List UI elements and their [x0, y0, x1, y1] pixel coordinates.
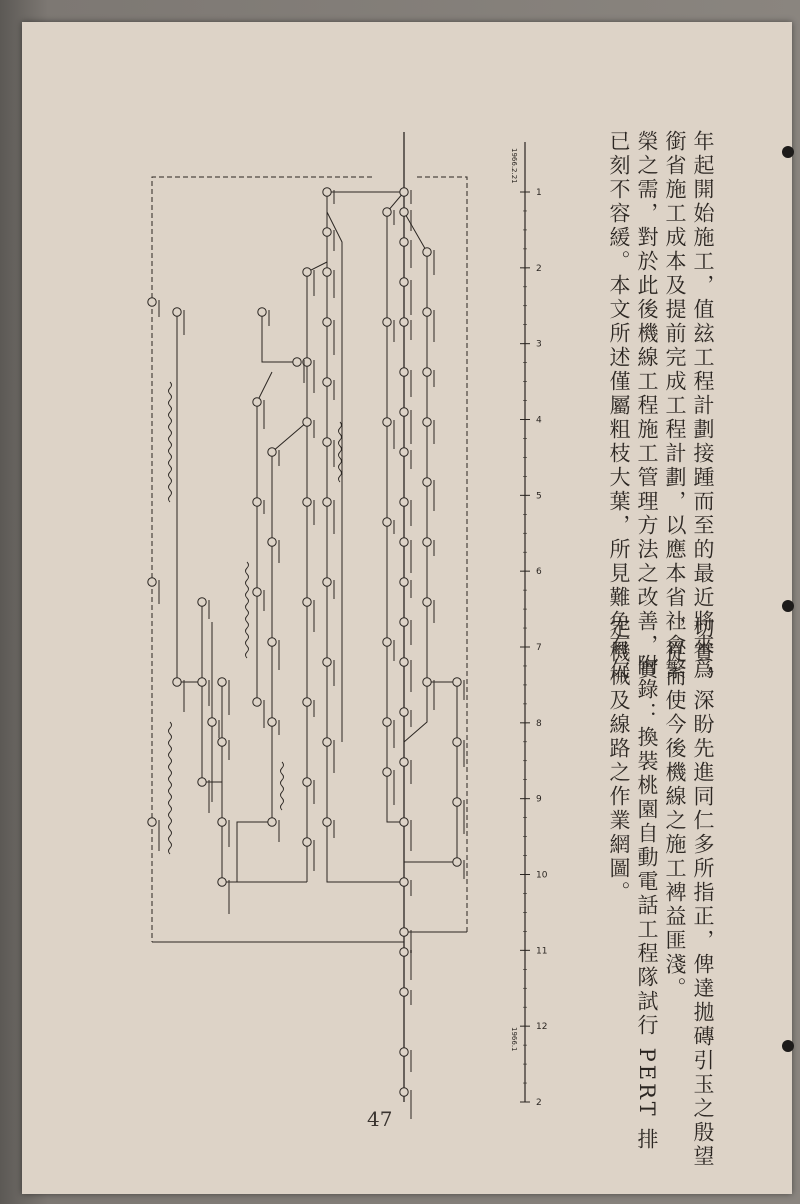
activity-annotation: [183, 310, 185, 335]
scale-tick-label: 12: [536, 1022, 548, 1033]
network-event-node: [400, 538, 408, 546]
network-event-node: [383, 318, 391, 326]
activity-annotation: [333, 500, 335, 534]
text-column-4: 已刻不容緩。本文所述僅屬粗枝大葉，所見難免有欠: [607, 130, 631, 682]
activity-annotation: [313, 780, 315, 804]
network-event-node: [323, 438, 331, 446]
network-event-node: [400, 948, 408, 956]
activity-annotation: [313, 600, 315, 632]
text-column-2: 銜省施工成本及提前完成工程計劃，以應本省社會繁: [663, 130, 687, 682]
network-event-node: [453, 738, 461, 746]
activity-annotation: [393, 210, 395, 225]
activity-annotation: [410, 950, 412, 980]
text-column-7: 附錄：換裝桃園自動電話工程隊試行 PERT 排: [635, 654, 659, 1153]
activity-annotation: [433, 680, 435, 710]
activity-annotation: [410, 620, 412, 645]
activity-annotation: [410, 370, 412, 397]
activity-annotation: [208, 600, 210, 619]
network-event-node: [453, 858, 461, 866]
activity-annotation: [393, 320, 395, 342]
network-event-node: [268, 448, 276, 456]
activity-annotation: [183, 680, 185, 712]
activity-annotation: [313, 420, 315, 438]
network-event-node: [303, 418, 311, 426]
activity-annotation: [208, 780, 210, 813]
scale-tick-label: 8: [536, 718, 542, 729]
network-event-node: [383, 638, 391, 646]
network-event-node: [423, 678, 431, 686]
network-event-node: [400, 818, 408, 826]
activity-annotation: [410, 240, 412, 268]
text-column-8: 定機械及線路之作業網圖。: [607, 617, 631, 905]
activity-annotation: [278, 450, 280, 466]
activity-annotation: [158, 820, 160, 851]
network-event-node: [323, 188, 331, 196]
activity-annotation: [268, 310, 270, 326]
network-event-node: [323, 268, 331, 276]
network-event-node: [303, 598, 311, 606]
network-event-node: [218, 878, 226, 886]
network-event-node: [253, 398, 261, 406]
scale-tick-label: 7: [536, 643, 542, 653]
network-event-node: [400, 1088, 408, 1096]
network-event-node: [253, 698, 261, 706]
network-event-node: [323, 818, 331, 826]
network-event-node: [268, 718, 276, 726]
activity-annotation: [313, 840, 315, 871]
activity-annotation: [433, 370, 435, 387]
activity-annotation: [333, 440, 335, 467]
activity-annotation: [228, 680, 230, 715]
network-event-node: [268, 638, 276, 646]
activity-annotation: [410, 410, 412, 444]
activity-annotation: [333, 820, 335, 838]
network-event-node: [453, 798, 461, 806]
network-event-node: [383, 418, 391, 426]
scale-tick-label: 5: [536, 491, 542, 502]
activity-annotation: [158, 580, 160, 604]
activity-annotation: [433, 420, 435, 444]
binder-hole-top: [782, 146, 794, 158]
network-event-node: [423, 538, 431, 546]
activity-annotation: [278, 540, 280, 563]
activity-annotation: [313, 700, 315, 717]
binder-hole-bottom: [782, 1040, 794, 1052]
activity-annotation: [313, 270, 315, 296]
date-start-label: 1966.2.21: [510, 148, 518, 184]
network-event-node: [400, 408, 408, 416]
activity-annotation: [410, 580, 412, 598]
network-event-node: [400, 238, 408, 246]
activity-annotation: [463, 800, 465, 834]
activity-annotation: [393, 770, 395, 805]
activity-annotation: [463, 680, 465, 700]
activity-annotation: [410, 280, 412, 315]
activity-annotation: [410, 320, 412, 340]
activity-annotation: [333, 320, 335, 355]
network-event-node: [293, 358, 301, 366]
activity-annotation: [393, 640, 395, 661]
activity-annotation: [313, 360, 315, 393]
network-event-node: [198, 598, 206, 606]
network-event-node: [400, 878, 408, 886]
activity-annotation: [218, 720, 220, 738]
activity-annotation: [333, 660, 335, 686]
network-event-node: [258, 308, 266, 316]
activity-annotation: [393, 520, 395, 534]
activity-annotation: [433, 480, 435, 511]
scale-tick-label: 10: [536, 870, 548, 881]
activity-annotation: [263, 500, 265, 514]
network-event-node: [323, 738, 331, 746]
network-event-node: [400, 988, 408, 996]
activity-annotation: [158, 300, 160, 317]
scale-tick-label: 9: [536, 794, 542, 805]
network-event-node: [303, 778, 311, 786]
network-event-node: [253, 498, 261, 506]
network-event-node: [268, 818, 276, 826]
network-event-node: [423, 598, 431, 606]
network-event-node: [400, 1048, 408, 1056]
activity-annotation: [208, 680, 210, 706]
pert-network-diagram: [122, 122, 548, 1108]
activity-annotation: [333, 270, 335, 298]
network-event-node: [400, 498, 408, 506]
activity-annotation: [313, 500, 315, 525]
activity-annotation: [410, 210, 412, 231]
activity-annotation: [333, 190, 335, 204]
network-event-node: [400, 618, 408, 626]
network-event-node: [400, 278, 408, 286]
network-event-node: [198, 678, 206, 686]
network-event-node: [303, 268, 311, 276]
network-event-node: [423, 248, 431, 256]
activity-annotation: [433, 250, 435, 275]
network-event-node: [400, 928, 408, 936]
network-event-node: [148, 298, 156, 306]
activity-annotation: [278, 640, 280, 670]
network-event-node: [453, 678, 461, 686]
scale-tick-label: 4: [536, 415, 542, 426]
activity-annotation: [410, 660, 412, 692]
network-event-node: [323, 228, 331, 236]
activity-annotation: [333, 740, 335, 773]
network-event-node: [303, 498, 311, 506]
text-column-5: 切實，深盼先進同仁多所指正，俾達拋磚引玉之殷望: [691, 617, 715, 1169]
network-event-node: [423, 308, 431, 316]
network-event-node: [208, 718, 216, 726]
activity-annotation: [228, 880, 230, 914]
network-event-node: [423, 418, 431, 426]
network-event-node: [383, 208, 391, 216]
activity-annotation: [393, 420, 395, 449]
activity-annotation: [410, 500, 412, 526]
activity-annotation: [410, 1090, 412, 1119]
date-end-label: 1966.1: [510, 1027, 518, 1052]
network-event-node: [148, 578, 156, 586]
scale-tick-label: 1: [536, 188, 542, 198]
network-event-node: [173, 308, 181, 316]
page-number: 47: [367, 1107, 393, 1131]
network-event-node: [148, 818, 156, 826]
activity-annotation: [278, 720, 280, 735]
activity-annotation: [433, 540, 435, 556]
network-event-node: [323, 498, 331, 506]
network-event-node: [323, 578, 331, 586]
text-column-1: 年起開始施工，值玆工程計劃接踵而至的最近將來爲: [691, 130, 715, 682]
network-event-node: [323, 658, 331, 666]
activity-annotation: [410, 880, 412, 896]
network-event-node: [253, 588, 261, 596]
activity-annotation: [278, 820, 280, 842]
activity-annotation: [433, 600, 435, 623]
binder-hole-middle: [782, 600, 794, 612]
activity-annotation: [263, 700, 265, 728]
network-event-node: [400, 708, 408, 716]
network-event-node: [198, 778, 206, 786]
activity-annotation: [410, 450, 412, 469]
scale-tick-label: 6: [536, 567, 542, 578]
activity-annotation: [333, 380, 335, 400]
activity-annotation: [303, 360, 305, 383]
network-event-node: [323, 318, 331, 326]
activity-annotation: [463, 740, 465, 767]
text-column-6: ，從而使今後機線之施工裨益匪淺。: [663, 617, 687, 1001]
network-event-node: [400, 758, 408, 766]
network-event-node: [303, 698, 311, 706]
network-event-node: [303, 838, 311, 846]
activity-annotation: [393, 720, 395, 748]
network-event-node: [218, 818, 226, 826]
network-event-node: [218, 738, 226, 746]
network-event-node: [400, 448, 408, 456]
network-event-node: [383, 718, 391, 726]
activity-annotation: [333, 580, 335, 599]
activity-annotation: [263, 400, 265, 429]
network-event-node: [323, 378, 331, 386]
network-event-node: [383, 518, 391, 526]
activity-annotation: [410, 820, 412, 851]
network-event-node: [400, 578, 408, 586]
network-event-node: [268, 538, 276, 546]
document-page: [22, 22, 792, 1194]
activity-annotation: [433, 310, 435, 342]
activity-annotation: [410, 760, 412, 784]
text-column-3: 榮之需，對於此後機線工程施工管理方法之改善，實: [635, 130, 659, 682]
activity-annotation: [410, 930, 412, 953]
network-event-node: [400, 658, 408, 666]
activity-annotation: [463, 860, 465, 879]
activity-annotation: [410, 190, 412, 204]
network-event-node: [218, 678, 226, 686]
activity-annotation: [333, 230, 335, 251]
network-event-node: [400, 208, 408, 216]
activity-annotation: [410, 990, 412, 1005]
network-event-node: [423, 478, 431, 486]
scale-tick-label: 2: [536, 1098, 542, 1108]
scale-tick-label: 3: [536, 339, 542, 350]
network-event-node: [423, 368, 431, 376]
scale-tick-label: 11: [536, 946, 548, 957]
network-event-node: [400, 188, 408, 196]
activity-annotation: [263, 590, 265, 611]
activity-annotation: [410, 710, 412, 727]
network-event-node: [173, 678, 181, 686]
activity-annotation: [228, 740, 230, 760]
activity-annotation: [228, 820, 230, 847]
network-event-node: [383, 768, 391, 776]
activity-annotation: [410, 1050, 412, 1072]
network-event-node: [400, 368, 408, 376]
scale-tick-label: 2: [536, 263, 542, 274]
network-event-node: [400, 318, 408, 326]
activity-annotation: [410, 540, 412, 573]
